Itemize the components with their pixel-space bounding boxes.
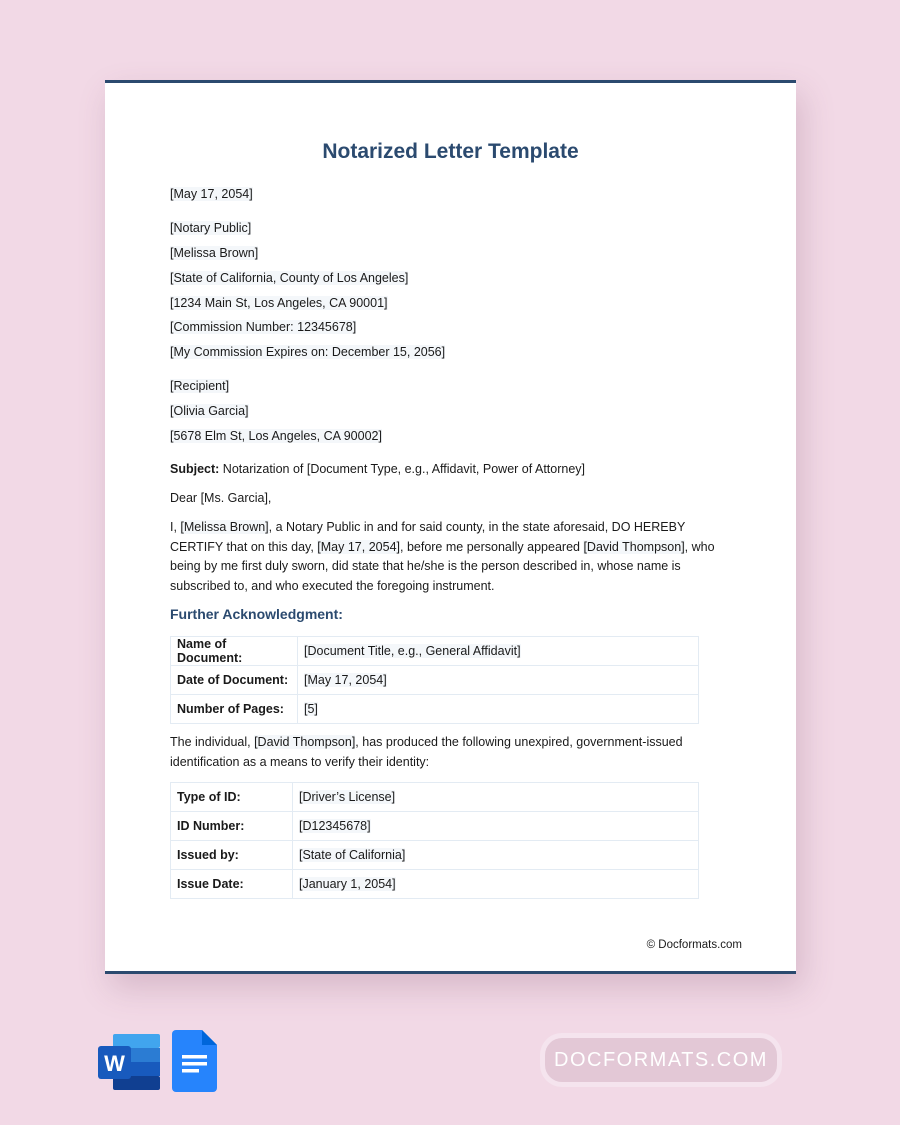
notary-line: [My Commission Expires on: December 15, 2056] [170,345,446,359]
id-details-table [170,782,699,899]
notary-line: [State of California, County of Los Angeles] [170,271,409,285]
salutation: Dear [Ms. Garcia], [170,491,272,505]
copyright-notice: © Docformats.com [646,939,742,951]
table-label: Number of Pages: [171,695,298,724]
letter-date: [May 17, 2054] [170,187,253,201]
google-docs-icon[interactable] [172,1030,218,1092]
notary-line: [1234 Main St, Los Angeles, CA 90001] [170,296,388,310]
page-title: Notarized Letter Template [322,140,579,163]
table-label: Date of Document: [171,666,298,695]
table-label: Name of Document: [171,637,298,666]
subject-line [170,462,585,476]
notary-line: [Commission Number: 12345678] [170,320,357,334]
table-row [171,870,699,899]
notary-line: [Melissa Brown] [170,246,259,260]
certification-paragraph: I, [Melissa Brown], a Notary Public in and for said county, in the state aforesaid, DO HEREBY CERTIFY that on this day, [May 17, 2054], before me personally appeared [David Thompson], who being by me first duly sworn, did state that he/she is the person described in, whose name is subscribed to, and who executed the foregoing instrument. [170,520,715,593]
table-label: Issued by: [171,841,293,870]
table-row [171,783,699,812]
document-details-table [170,636,699,724]
subject-text: Notarization of [Document Type, e.g., Affidavit, Power of Attorney] [219,462,586,476]
id-intro-paragraph: The individual, [David Thompson], has produced the following unexpired, government-issued identification as a means to verify their identity: [170,735,683,769]
table-label: ID Number: [171,812,293,841]
table-row [171,695,699,724]
table-row [171,637,699,666]
recipient-line: [Recipient] [170,379,230,393]
table-value: [Document Title, e.g., General Affidavit] [298,637,699,666]
badge-label: DOCFORMATS.COM [545,1038,777,1082]
docformats-badge[interactable] [540,1033,782,1087]
table-value: [State of California] [293,841,699,870]
subject-label: Subject: [170,462,220,476]
table-value: [5] [298,695,699,724]
table-label: Issue Date: [171,870,293,899]
table-row [171,666,699,695]
table-value: [Driver’s License] [293,783,699,812]
table-value: [D12345678] [293,812,699,841]
table-value: [January 1, 2054] [293,870,699,899]
table-value: [May 17, 2054] [298,666,699,695]
table-row [171,841,699,870]
notary-line: [Notary Public] [170,221,252,235]
document-page [105,80,796,974]
recipient-line: [5678 Elm St, Los Angeles, CA 90002] [170,429,382,443]
table-label: Type of ID: [171,783,293,812]
table-row [171,812,699,841]
recipient-line: [Olivia Garcia] [170,404,249,418]
section-heading: Further Acknowledgment: [170,606,343,622]
svg-text:W: W [104,1051,125,1076]
